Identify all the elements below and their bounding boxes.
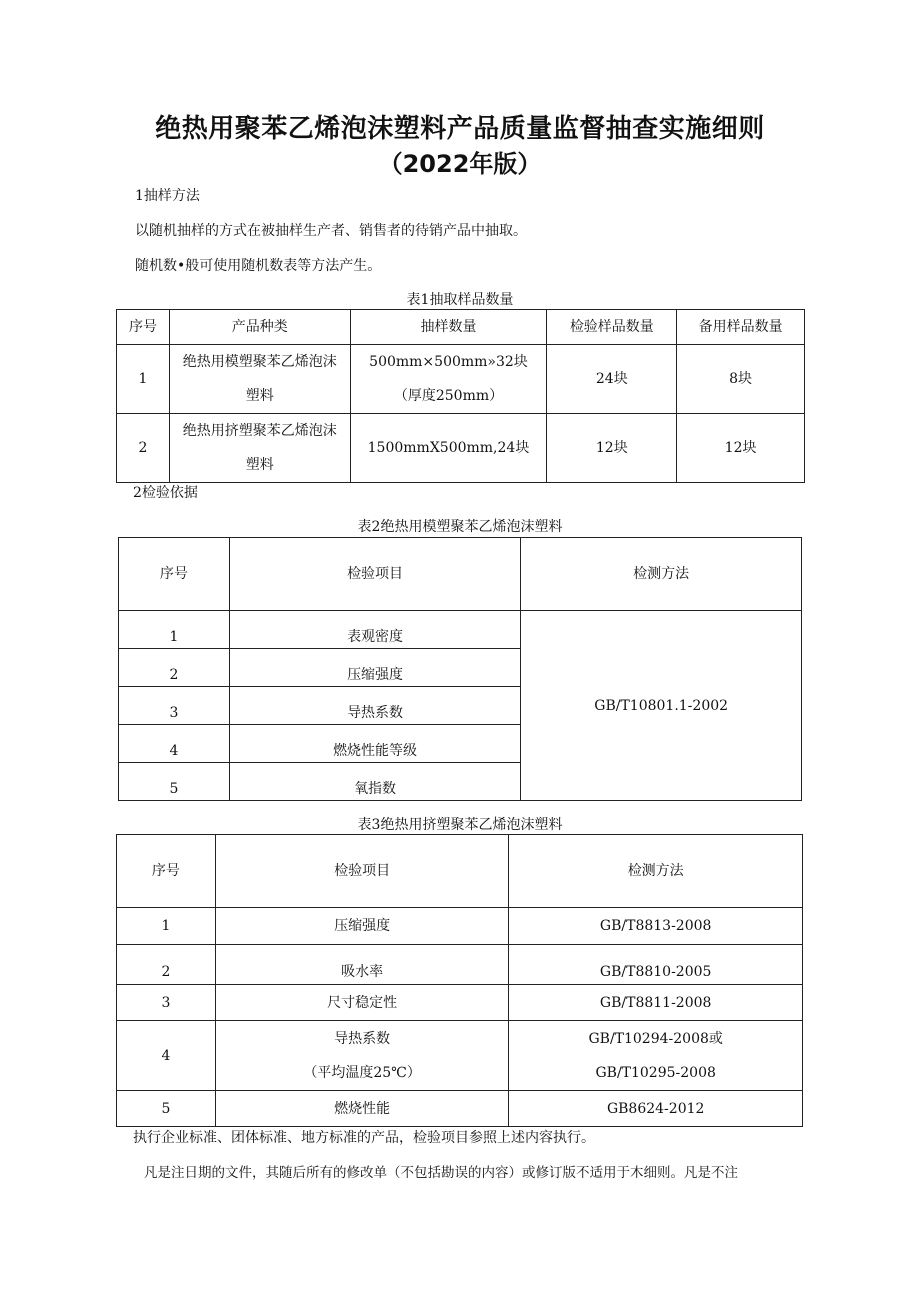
test-sample-quantity: 24块: [547, 345, 677, 414]
document-title: 绝热用聚苯乙烯泡沫塑料产品质量监督抽查实施细则: [155, 114, 765, 144]
table-2-caption: 表2绝热用模塑聚苯乙烯泡沫塑料: [357, 519, 563, 535]
inspection-item: 吸水率: [215, 945, 509, 985]
table-row: [117, 414, 805, 483]
section-2-heading: 2检验依据: [133, 485, 198, 501]
test-method: [509, 1021, 803, 1091]
row-number: 1: [117, 345, 170, 414]
spare-sample-quantity: 8块: [677, 345, 805, 414]
table-row: [117, 1021, 803, 1091]
row-number: 3: [117, 985, 216, 1021]
table-header-row: [117, 310, 805, 345]
inspection-item: 燃烧性能: [215, 1091, 509, 1127]
header-cell: 产品种类: [169, 310, 350, 345]
table-3-extruded-xps-inspection: [116, 834, 803, 1127]
row-number: 1: [119, 611, 230, 649]
table-header-row: [117, 835, 803, 908]
test-method: GB/T10801.1-2002: [521, 611, 802, 801]
spare-sample-quantity: 12块: [677, 414, 805, 483]
row-number: 5: [119, 763, 230, 801]
table-row: [117, 345, 805, 414]
header-cell: 检验项目: [229, 538, 521, 611]
inspection-item: 氧指数: [229, 763, 521, 801]
note-paragraph-1: 执行企业标准、团体标准、地方标准的产品，检验项目参照上述内容执行。: [133, 1130, 595, 1146]
table-row: [119, 611, 802, 649]
section-1-paragraph-1: 以随机抽样的方式在被抽样生产者、销售者的待销产品中抽取。: [135, 223, 527, 239]
header-cell: 序号: [119, 538, 230, 611]
inspection-item-line: 导热系数: [334, 1030, 391, 1047]
section-1-heading: 1抽样方法: [135, 188, 200, 204]
header-cell: 抽样数量: [350, 310, 547, 345]
inspection-item: 燃烧性能等级: [229, 725, 521, 763]
table-header-row: [119, 538, 802, 611]
sampling-quantity: [350, 345, 547, 414]
note-paragraph-2: 凡是注日期的文件，其随后所有的修改单（不包括勘误的内容）或修订版不适用于木细则。凡是不注: [144, 1165, 738, 1181]
table-row: [117, 1091, 803, 1127]
sampling-quantity: 1500mmX500mm,24块: [350, 414, 547, 483]
header-cell: 序号: [117, 835, 216, 908]
header-cell: 备用样品数量: [677, 310, 805, 345]
sampling-quantity-line: （厚度250mm）: [393, 388, 504, 404]
product-type: [169, 345, 350, 414]
test-method-line: GB/T10295-2008: [595, 1064, 716, 1081]
product-type-line: 绝热用模塑聚苯乙烯泡沫: [182, 354, 337, 370]
document-edition: （2022年版）: [378, 150, 542, 178]
test-method: GB8624-2012: [509, 1091, 803, 1127]
table-2-molded-eps-inspection: [118, 537, 802, 801]
row-number: 3: [119, 687, 230, 725]
test-method: GB/T8813-2008: [509, 908, 803, 945]
header-cell: 检测方法: [521, 538, 802, 611]
header-cell: 检验样品数量: [547, 310, 677, 345]
product-type: [169, 414, 350, 483]
row-number: 4: [117, 1021, 216, 1091]
header-cell: 序号: [117, 310, 170, 345]
inspection-item-line: （平均温度25℃）: [303, 1064, 421, 1081]
table-row: [117, 985, 803, 1021]
header-cell: 检验项目: [215, 835, 509, 908]
sampling-quantity-line: 500mm×500mm»32块: [369, 354, 528, 370]
table-1-sampling-quantity: [116, 309, 805, 483]
inspection-item: 压缩强度: [215, 908, 509, 945]
row-number: 1: [117, 908, 216, 945]
inspection-item: 尺寸稳定性: [215, 985, 509, 1021]
test-method: GB/T8810-2005: [509, 945, 803, 985]
row-number: 2: [117, 414, 170, 483]
inspection-item: 压缩强度: [229, 649, 521, 687]
product-type-line: 塑料: [245, 388, 274, 404]
test-sample-quantity: 12块: [547, 414, 677, 483]
row-number: 5: [117, 1091, 216, 1127]
section-1-paragraph-2: 随机数•般可使用随机数表等方法产生。: [135, 258, 382, 274]
test-method: GB/T8811-2008: [509, 985, 803, 1021]
table-1-caption: 表1抽取样品数量: [406, 292, 514, 308]
table-3-caption: 表3绝热用挤塑聚苯乙烯泡沫塑料: [357, 817, 563, 833]
header-cell: 检测方法: [509, 835, 803, 908]
table-row: [117, 945, 803, 985]
product-type-line: 绝热用挤塑聚苯乙烯泡沫: [182, 423, 337, 439]
row-number: 2: [117, 945, 216, 985]
row-number: 2: [119, 649, 230, 687]
row-number: 4: [119, 725, 230, 763]
product-type-line: 塑料: [245, 457, 274, 473]
test-method-line: GB/T10294-2008或: [588, 1030, 723, 1047]
inspection-item: 导热系数: [229, 687, 521, 725]
inspection-item: 表观密度: [229, 611, 521, 649]
table-row: [117, 908, 803, 945]
inspection-item: [215, 1021, 509, 1091]
